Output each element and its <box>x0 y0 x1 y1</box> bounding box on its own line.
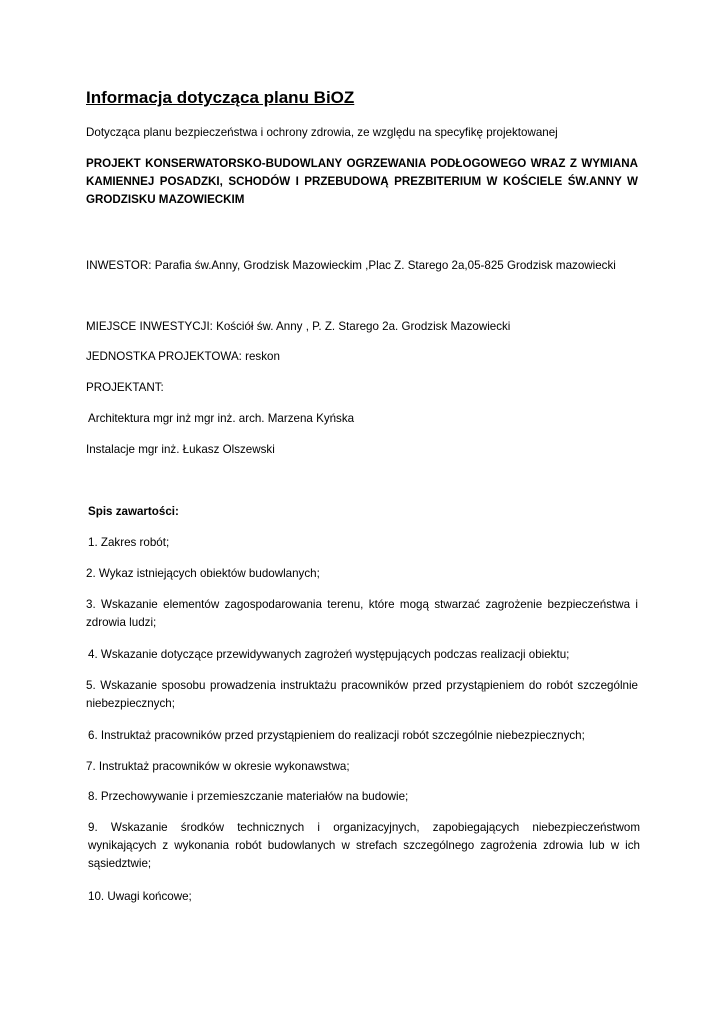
location-line: MIEJSCE INWESTYCJI: Kościół św. Anny , P. Z. Starego 2a. Grodzisk Mazowiecki <box>86 320 511 333</box>
toc-heading: Spis zawartości: <box>88 505 179 518</box>
toc-item: 10. Uwagi końcowe; <box>88 890 192 903</box>
design-unit-line: JEDNOSTKA PROJEKTOWA: reskon <box>86 350 280 363</box>
toc-item: 6. Instruktaż pracowników przed przystąpieniem do realizacji robót szczególnie niebezpiecznych; <box>88 729 585 742</box>
toc-item: 7. Instruktaż pracowników w okresie wykonawstwa; <box>86 760 350 773</box>
toc-item: 3. Wskazanie elementów zagospodarowania terenu, które mogą stwarzać zagrożenie bezpieczeństwa i zdrowia ludzi; <box>86 598 638 629</box>
toc-item: 5. Wskazanie sposobu prowadzenia instruktażu pracowników przed przystąpieniem do robót szczególnie niebezpiecznych; <box>86 679 638 710</box>
investor-line: INWESTOR: Parafia św.Anny, Grodzisk Mazowieckim ,Plac Z. Starego 2a,05-825 Grodzisk mazowiecki <box>86 259 616 272</box>
toc-item: 8. Przechowywanie i przemieszczanie materiałów na budowie; <box>88 790 409 803</box>
document-title: Informacja dotycząca planu BiOZ <box>86 88 355 107</box>
toc-item: 4. Wskazanie dotyczące przewidywanych zagrożeń występujących podczas realizacji obiektu; <box>88 648 570 661</box>
designer-label: PROJEKTANT: <box>86 381 164 394</box>
architecture-line: Architektura mgr inż mgr inż. arch. Marzena Kyńska <box>88 412 355 425</box>
toc-item: 1. Zakres robót; <box>88 536 170 549</box>
project-title: PROJEKT KONSERWATORSKO-BUDOWLANY OGRZEWANIA PODŁOGOWEGO WRAZ Z WYMIANA KAMIENNEJ POSADZKI, SCHODÓW I PRZEBUDOWĄ PREZBITERIUM W KOŚCIELE ŚW.ANNY W GRODZISKU MAZOWIECKIM <box>86 157 638 206</box>
subtitle: Dotycząca planu bezpieczeństwa i ochrony zdrowia, ze względu na specyfikę projektowanej <box>86 126 558 139</box>
installations-line: Instalacje mgr inż. Łukasz Olszewski <box>86 443 275 456</box>
toc-item: 2. Wykaz istniejących obiektów budowlanych; <box>86 567 320 580</box>
toc-item: 9. Wskazanie środków technicznych i organizacyjnych, zapobiegających niebezpieczeństwom wynikających z wykonania robót budowlanych w strefach szczególnego zagrożenia zdrowia lub w ich sąsiedztwie; <box>88 821 640 870</box>
